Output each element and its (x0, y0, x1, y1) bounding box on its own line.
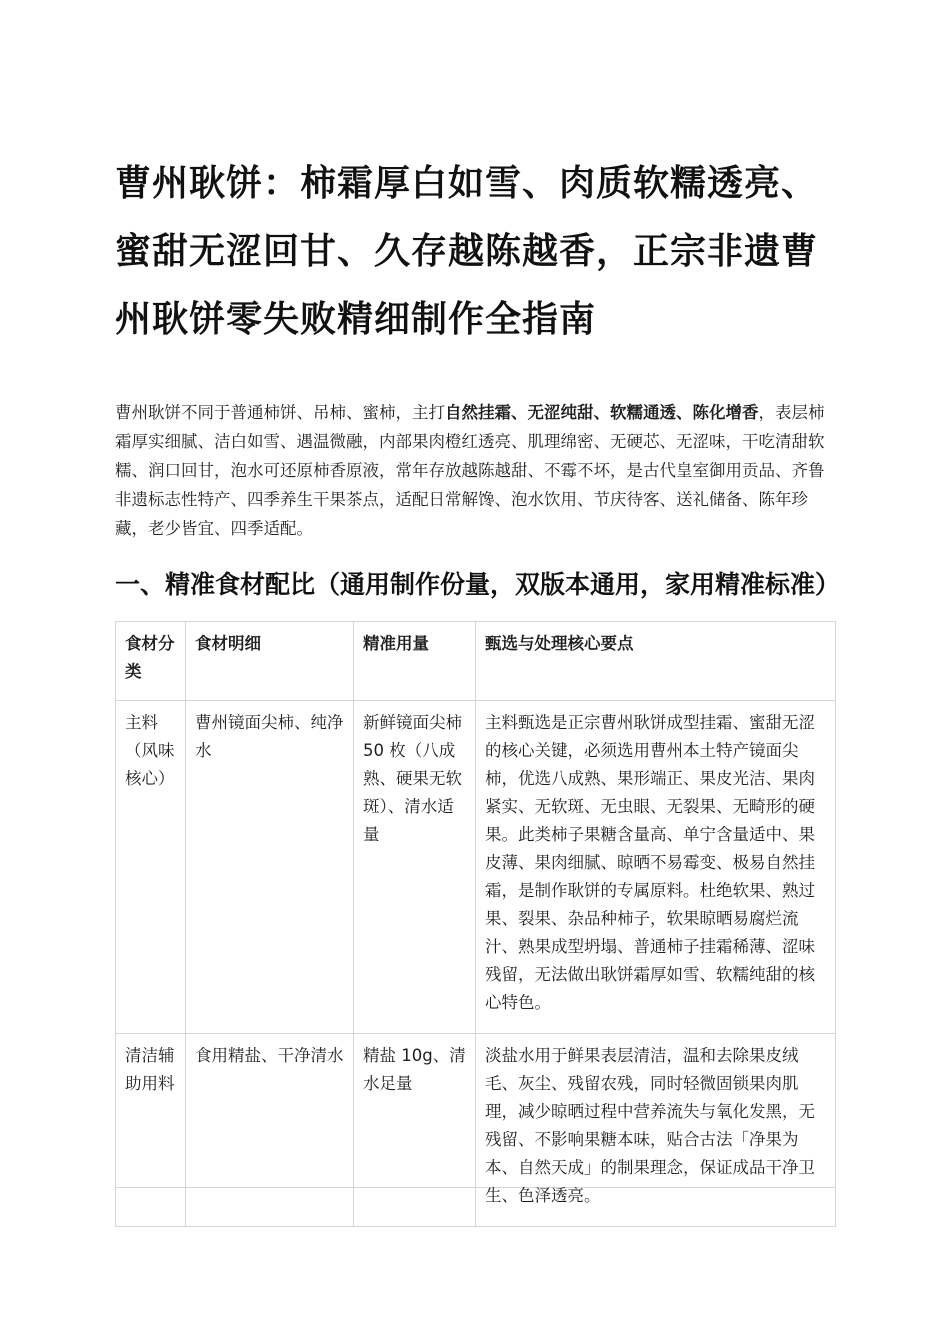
intro-text-1: 曹州耿饼不同于普通柿饼、吊柿、蜜柿，主打 (115, 403, 445, 422)
section-heading-ingredients: 一、精准食材配比（通用制作份量，双版本通用，家用精准标准） (115, 570, 841, 599)
document-title: 曹州耿饼：柿霜厚白如雪、肉质软糯透亮、蜜甜无涩回甘、久存越陈越香，正宗非遗曹州耿饼零失败精细制作全指南 (115, 163, 819, 340)
intro-highlight: 自然挂霜、无涩纯甜、软糯通透、陈化增香 (445, 403, 759, 422)
header-notes: 甄选与处理核心要点 (476, 622, 836, 701)
cell-category: 主料（风味核心） (116, 701, 186, 1034)
cell-detail: 食用精盐、干净清水 (186, 1034, 354, 1227)
header-detail: 食材明细 (186, 622, 354, 701)
cell-notes: 主料甄选是正宗曹州耿饼成型挂霜、蜜甜无涩的核心关键，必须选用曹州本土特产镜面尖柿，优选八成熟、果形端正、果皮光洁、果肉紧实、无软斑、无虫眼、无裂果、无畸形的硬果。此类柿子果糖含量高、单宁含量适中、果皮薄、果肉细腻、晾晒不易霉变、极易自然挂霜，是制作耿饼的专属原料。杜绝软果、熟过果、裂果、杂品种柿子，软果晾晒易腐烂流汁、熟果成型坍塌、普通柿子挂霜稀薄、涩味残留，无法做出耿饼霜厚如雪、软糯纯甜的核心特色。 (476, 701, 836, 1034)
cell-amount: 精盐 10g、清水足量 (354, 1034, 476, 1227)
ingredients-table (115, 621, 836, 1227)
intro-text-2: ，表层柿霜厚实细腻、洁白如雪、遇温微融，内部果肉橙红透亮、肌理绵密、无硬芯、无涩味，干吃清甜软糯、润口回甘，泡水可还原柿香原液，常年存放越陈越甜、不霉不坏，是古代皇室御用贡品、齐鲁非遗标志性特产、四季养生干果茶点，适配日常解馋、泡水饮用、节庆待客、送礼储备、陈年珍藏，老少皆宜、四季适配。 (115, 403, 825, 538)
header-category: 食材分类 (116, 622, 186, 701)
cell-notes: 淡盐水用于鲜果表层清洁，温和去除果皮绒毛、灰尘、残留农残，同时轻微固锁果肉肌理，减少晾晒过程中营养流失与氧化发黑，无残留、不影响果糖本味，贴合古法「净果为本、自然天成」的制果理念，保证成品干净卫生、色泽透亮。 (476, 1034, 836, 1227)
ingredients-table-container (115, 621, 835, 1205)
table-row (116, 701, 836, 1034)
table-row (116, 1034, 836, 1227)
cell-amount: 新鲜镜面尖柿 50 枚（八成熟、硬果无软斑）、清水适量 (354, 701, 476, 1034)
cell-detail: 曹州镜面尖柿、纯净水 (186, 701, 354, 1034)
cell-category: 清洁辅助用料 (116, 1034, 186, 1227)
table-header-row (116, 622, 836, 701)
intro-paragraph (115, 398, 835, 543)
header-amount: 精准用量 (354, 622, 476, 701)
document-page (115, 150, 841, 1205)
